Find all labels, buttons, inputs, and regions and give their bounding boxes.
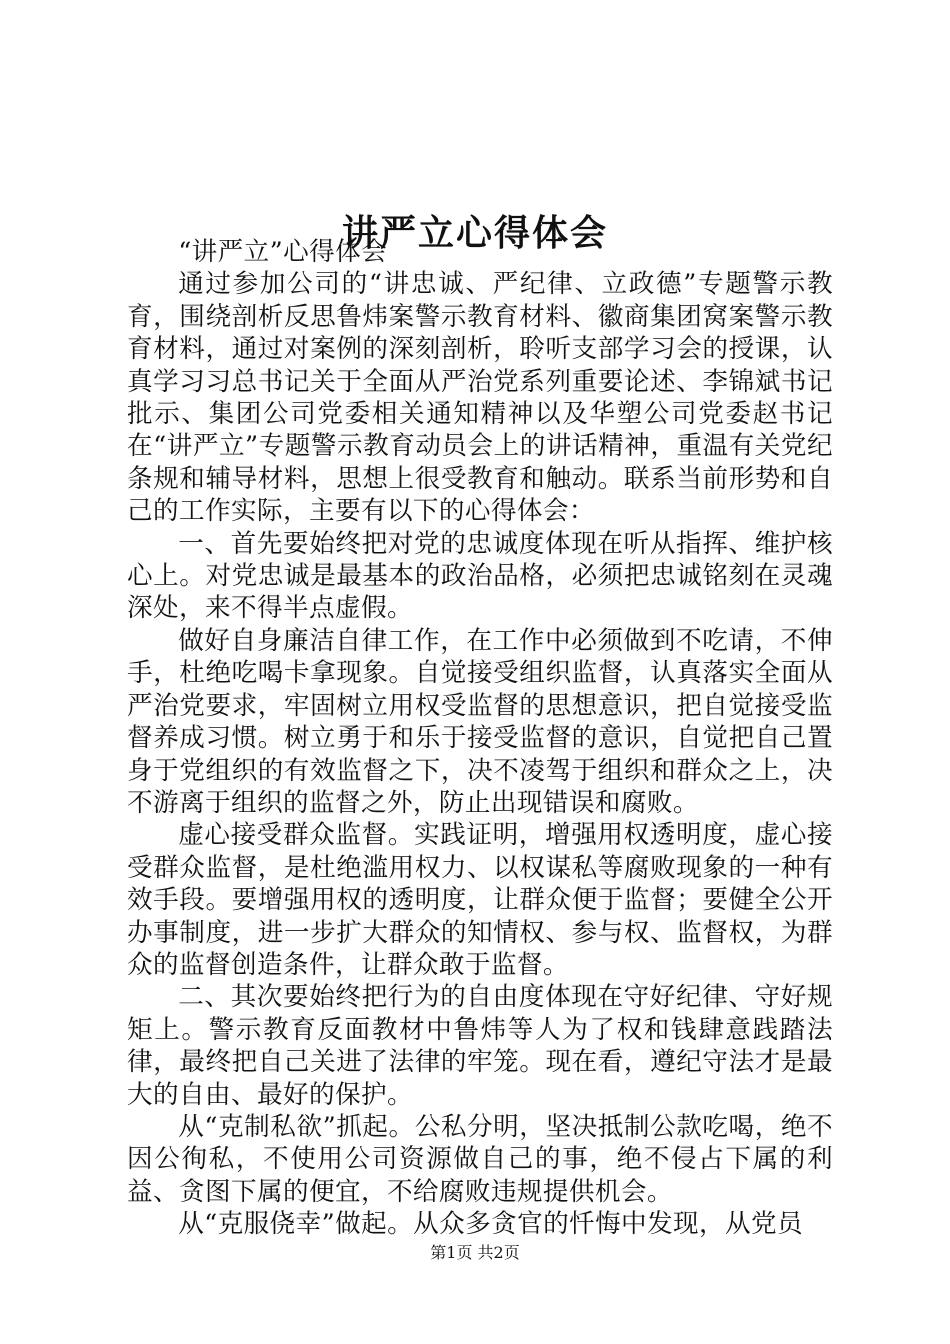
body-paragraph: 一、首先要始终把对党的忠诚度体现在听从指挥、维护核心上。对党忠诚是最基本的政治品格，必须把忠诚铭刻在灵魂深处，来不得半点虚假。 [127, 528, 833, 624]
subtitle-paragraph: “讲严立”心得体会 [178, 237, 388, 267]
document-body [127, 236, 833, 1241]
document-title: 讲严立心得体会 [341, 212, 608, 255]
body-paragraph: 做好自身廉洁自律工作，在工作中必须做到不吃请，不伸手，杜绝吃喝卡拿现象。自觉接受组织监督，认真落实全面从严治党要求，牢固树立用权受监督的思想意识，把自觉接受监督养成习惯。树立勇于和乐于接受监督的意识，自觉把自己置身于党组织的有效监督之下，决不凌驾于组织和群众之上，决不游离于组织的监督之外，防止出现错误和腐败。 [127, 625, 833, 818]
body-paragraph: 从“克服侥幸”做起。从众多贪官的忏悔中发现，从党员 [178, 1209, 804, 1240]
page-footer: 第1页 共2页 [430, 1243, 520, 1262]
body-paragraph: 从“克制私欲”抓起。公私分明，坚决抵制公款吃喝，绝不因公徇私，不使用公司资源做自己的事，绝不侵占下属的利益、贪图下属的便宜，不给腐败违规提供机会。 [127, 1111, 833, 1207]
body-paragraph: 通过参加公司的“讲忠诚、严纪律、立政德”专题警示教育，围绕剖析反思鲁炜案警示教育材料、徽商集团窝案警示教育材料，通过对案例的深刻剖析，聆听支部学习会的授课，认真学习习总书记关于全面从严治党系列重要论述、李锦斌书记批示、集团公司党委相关通知精神以及华塑公司党委赵书记在“讲严立”专题警示教育动员会上的讲话精神，重温有关党纪条规和辅导材料，思想上很受教育和触动。联系当前形势和自己的工作实际，主要有以下的心得体会： [127, 269, 833, 527]
body-paragraph: 虚心接受群众监督。实践证明，增强用权透明度，虚心接受群众监督，是杜绝滥用权力、以权谋私等腐败现象的一种有效手段。要增强用权的透明度，让群众便于监督；要健全公开办事制度，进一步扩大群众的知情权、参与权、监督权，为群众的监督创造条件，让群众敢于监督。 [127, 820, 833, 980]
body-paragraph: 二、其次要始终把行为的自由度体现在守好纪律、守好规矩上。警示教育反面教材中鲁炜等人为了权和钱肆意践踏法律，最终把自己关进了法律的牢笼。现在看，遵纪守法才是最大的自由、最好的保护。 [127, 982, 833, 1110]
